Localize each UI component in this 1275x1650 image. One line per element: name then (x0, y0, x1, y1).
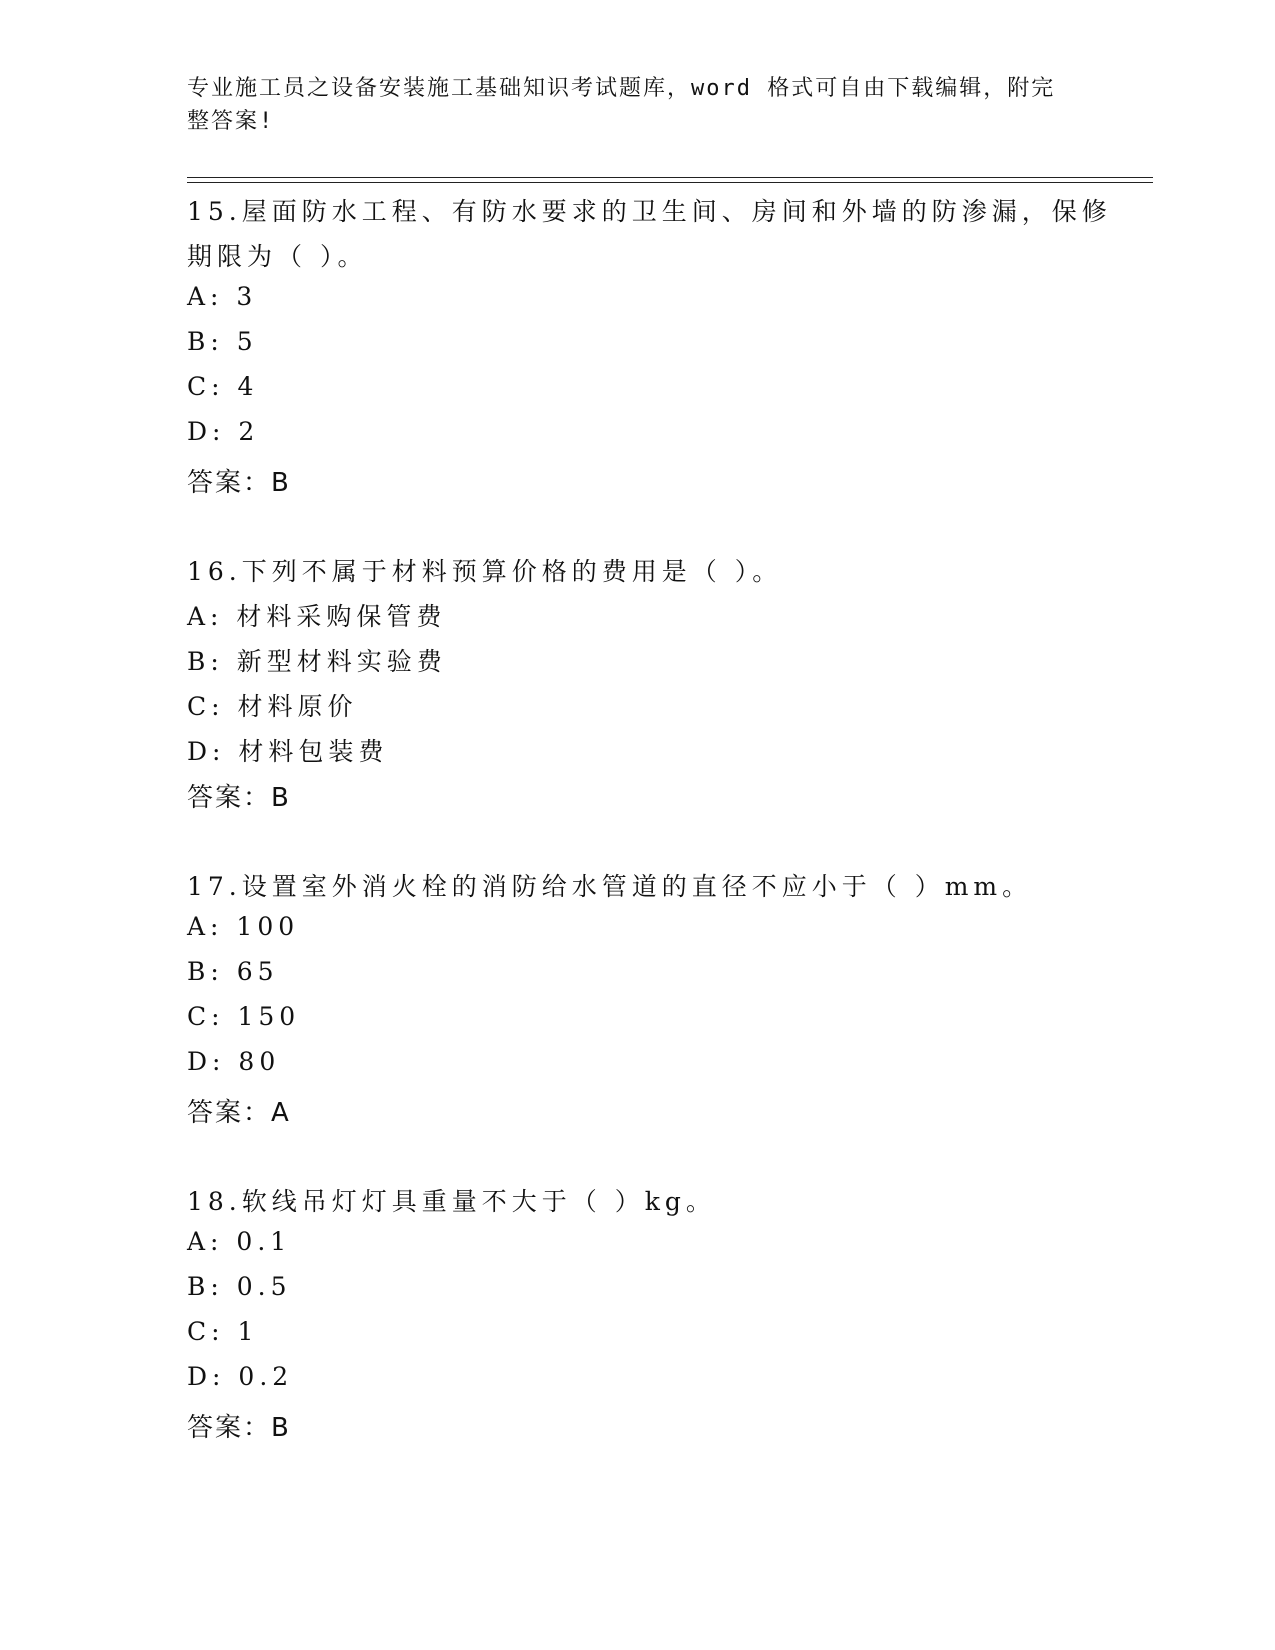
option-c: C: 4 (187, 372, 259, 401)
option-c: C: 150 (187, 1002, 301, 1031)
option-b: B: 5 (187, 327, 258, 356)
option-a: A: 3 (187, 282, 258, 311)
question-stem-line-2: 期限为（ ）。 (187, 242, 368, 271)
option-b: B: 新型材料实验费 (187, 647, 447, 676)
question-stem-line-1: 16.下列不属于材料预算价格的费用是（ ）。 (187, 557, 783, 586)
header-line-1: 专业施工员之设备安装施工基础知识考试题库，word 格式可自由下载编辑，附完 (187, 76, 1056, 101)
option-d: D: 2 (187, 417, 260, 446)
option-d: D: 0.2 (187, 1362, 294, 1391)
question-stem-line-1: 18.软线吊灯灯具重量不大于（ ）kg。 (187, 1187, 716, 1216)
answer-label: 答案：B (187, 468, 291, 498)
document-header (187, 72, 1067, 138)
answer-label: 答案：B (187, 1413, 291, 1443)
option-d: D: 材料包装费 (187, 737, 389, 766)
answer-label: 答案：A (187, 1098, 291, 1128)
header-divider-bottom (187, 182, 1153, 183)
option-c: C: 材料原价 (187, 692, 358, 721)
option-c: C: 1 (187, 1317, 259, 1346)
option-d: D: 80 (187, 1047, 281, 1076)
option-b: B: 65 (187, 957, 279, 986)
question-stem-line-1: 15.屋面防水工程、有防水要求的卫生间、房间和外墙的防渗漏，保修 (187, 197, 1112, 226)
answer-label: 答案：B (187, 783, 291, 813)
option-b: B: 0.5 (187, 1272, 292, 1301)
option-a: A: 0.1 (187, 1227, 292, 1256)
header-line-2: 整答案! (187, 109, 275, 134)
option-a: A: 100 (187, 912, 300, 941)
header-divider-top (187, 177, 1153, 178)
option-a: A: 材料采购保管费 (187, 602, 447, 631)
question-stem-line-1: 17.设置室外消火栓的消防给水管道的直径不应小于（ ）mm。 (187, 872, 1033, 901)
